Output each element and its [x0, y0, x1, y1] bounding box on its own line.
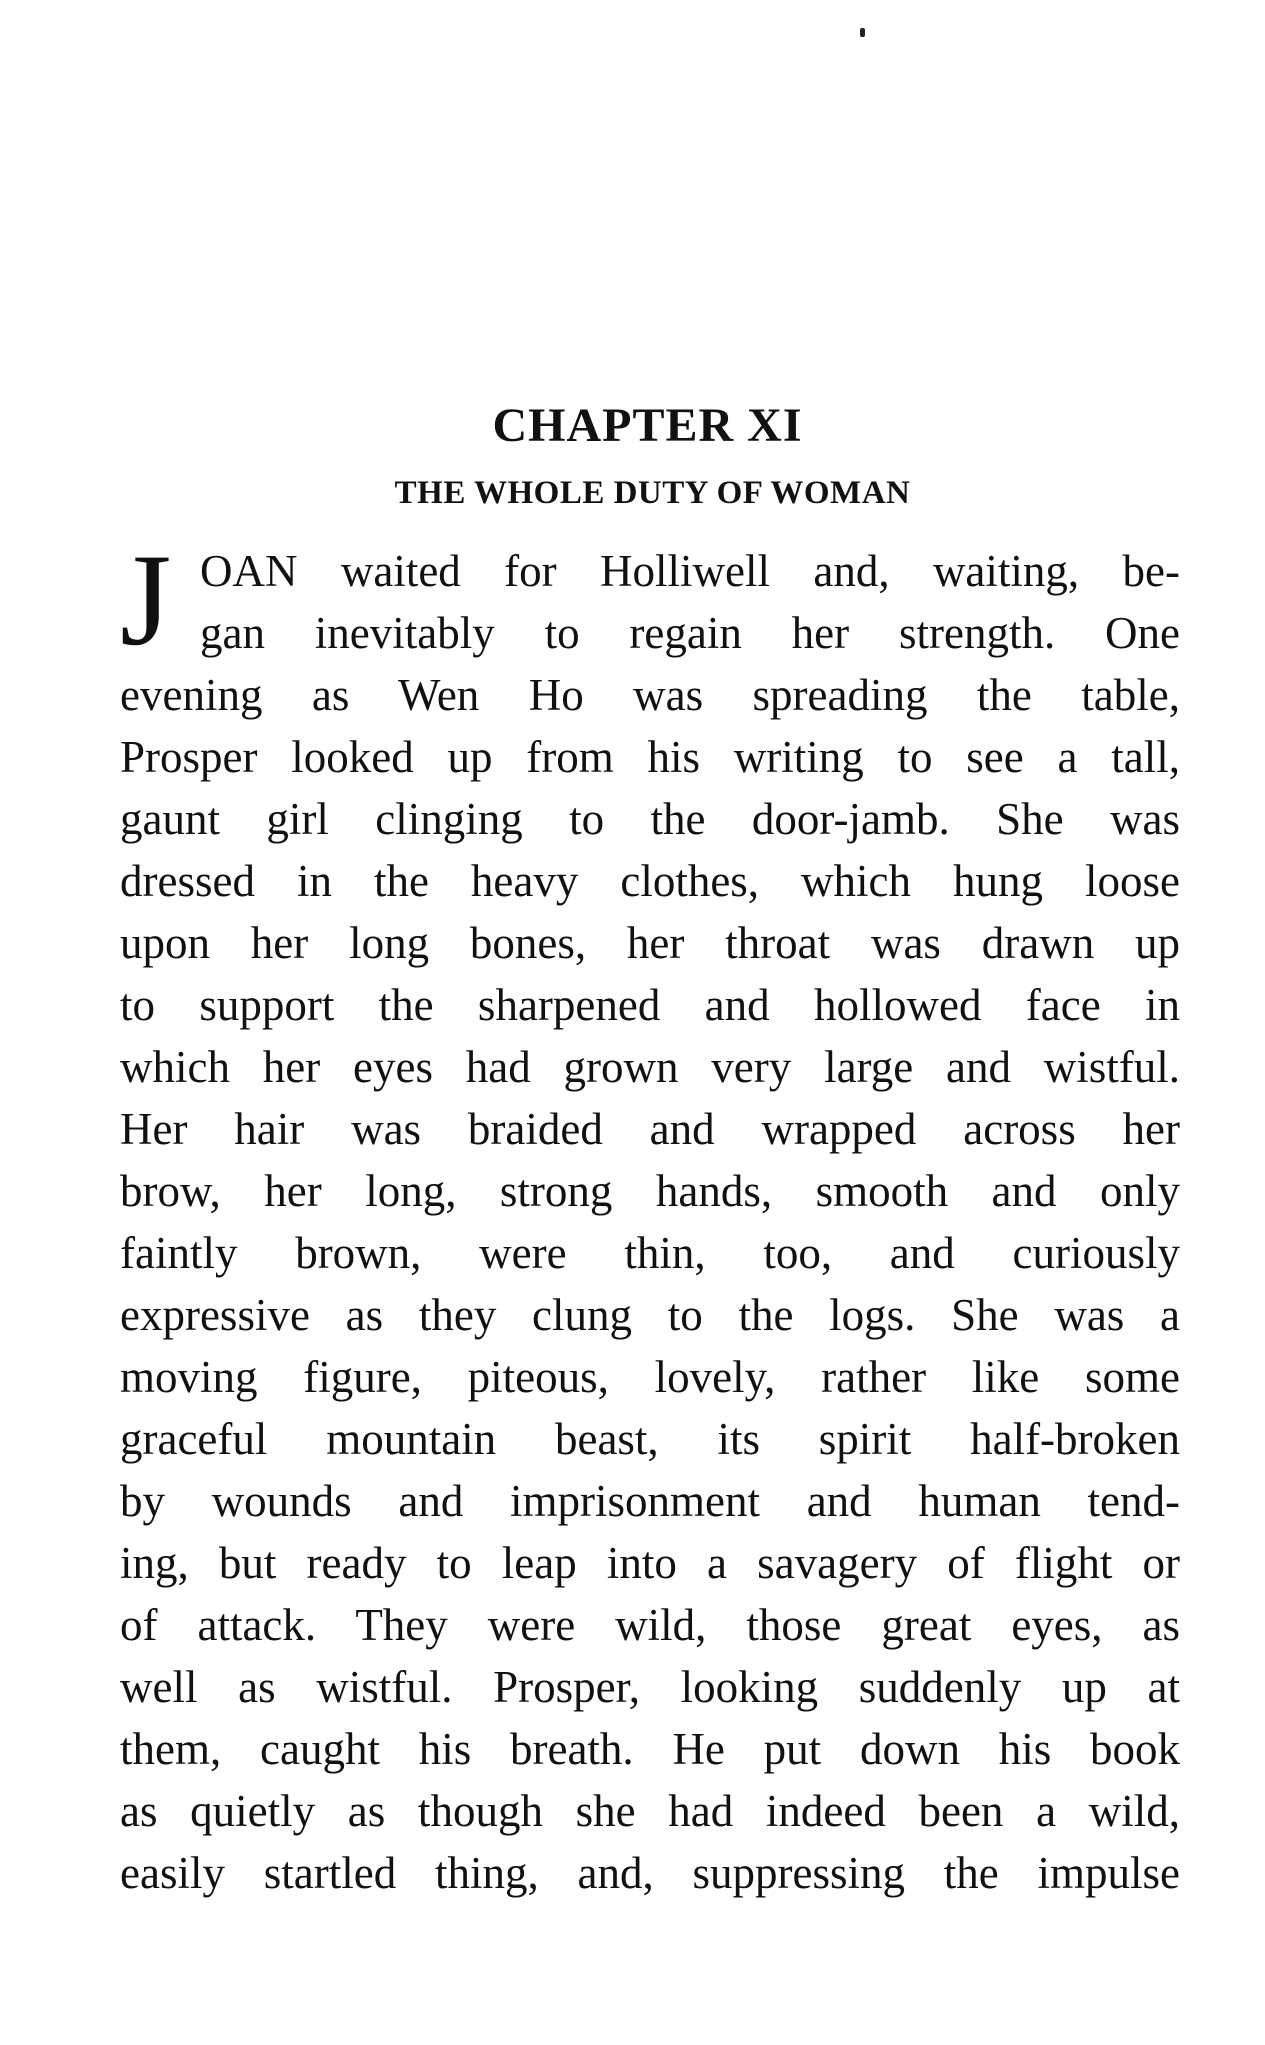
ink-speck	[860, 28, 865, 37]
text-line: easily startled thing, and, suppressing the impulse	[120, 1848, 1180, 1898]
text-line: of attack. They were wild, those great eyes, as	[120, 1600, 1180, 1650]
text-line: moving figure, piteous, lovely, rather like some	[120, 1352, 1180, 1402]
text-line: as quietly as though she had indeed been a wild,	[120, 1786, 1180, 1836]
text-line: gaunt girl clinging to the door-jamb. She was	[120, 794, 1180, 844]
drop-cap: J	[120, 526, 172, 673]
text-line: gan inevitably to regain her strength. One	[200, 608, 1180, 658]
text-line: evening as Wen Ho was spreading the table,	[120, 670, 1180, 720]
text-line: OAN waited for Holliwell and, waiting, be-	[200, 546, 1180, 596]
text-line: which her eyes had grown very large and wistful.	[120, 1042, 1180, 1092]
text-line: expressive as they clung to the logs. She was a	[120, 1290, 1180, 1340]
chapter-title: THE WHOLE DUTY OF WOMAN	[394, 475, 911, 511]
text-line: brow, her long, strong hands, smooth and only	[120, 1166, 1180, 1216]
chapter-number: CHAPTER XI	[492, 399, 803, 452]
text-line: Prosper looked up from his writing to see a tall,	[120, 732, 1180, 782]
text-line: upon her long bones, her throat was drawn up	[120, 918, 1180, 968]
text-line: by wounds and imprisonment and human tend-	[120, 1476, 1180, 1526]
text-line: ing, but ready to leap into a savagery of flight or	[120, 1538, 1180, 1588]
text-line: them, caught his breath. He put down his book	[120, 1724, 1180, 1774]
text-line: to support the sharpened and hollowed face in	[120, 980, 1180, 1030]
chapter-body	[120, 526, 1180, 1904]
text-line: well as wistful. Prosper, looking suddenly up at	[120, 1662, 1180, 1712]
text-line: faintly brown, were thin, too, and curiously	[120, 1228, 1180, 1278]
text-line: graceful mountain beast, its spirit half-broken	[120, 1414, 1180, 1464]
text-line: dressed in the heavy clothes, which hung loose	[120, 856, 1180, 906]
text-line: Her hair was braided and wrapped across her	[120, 1104, 1180, 1154]
